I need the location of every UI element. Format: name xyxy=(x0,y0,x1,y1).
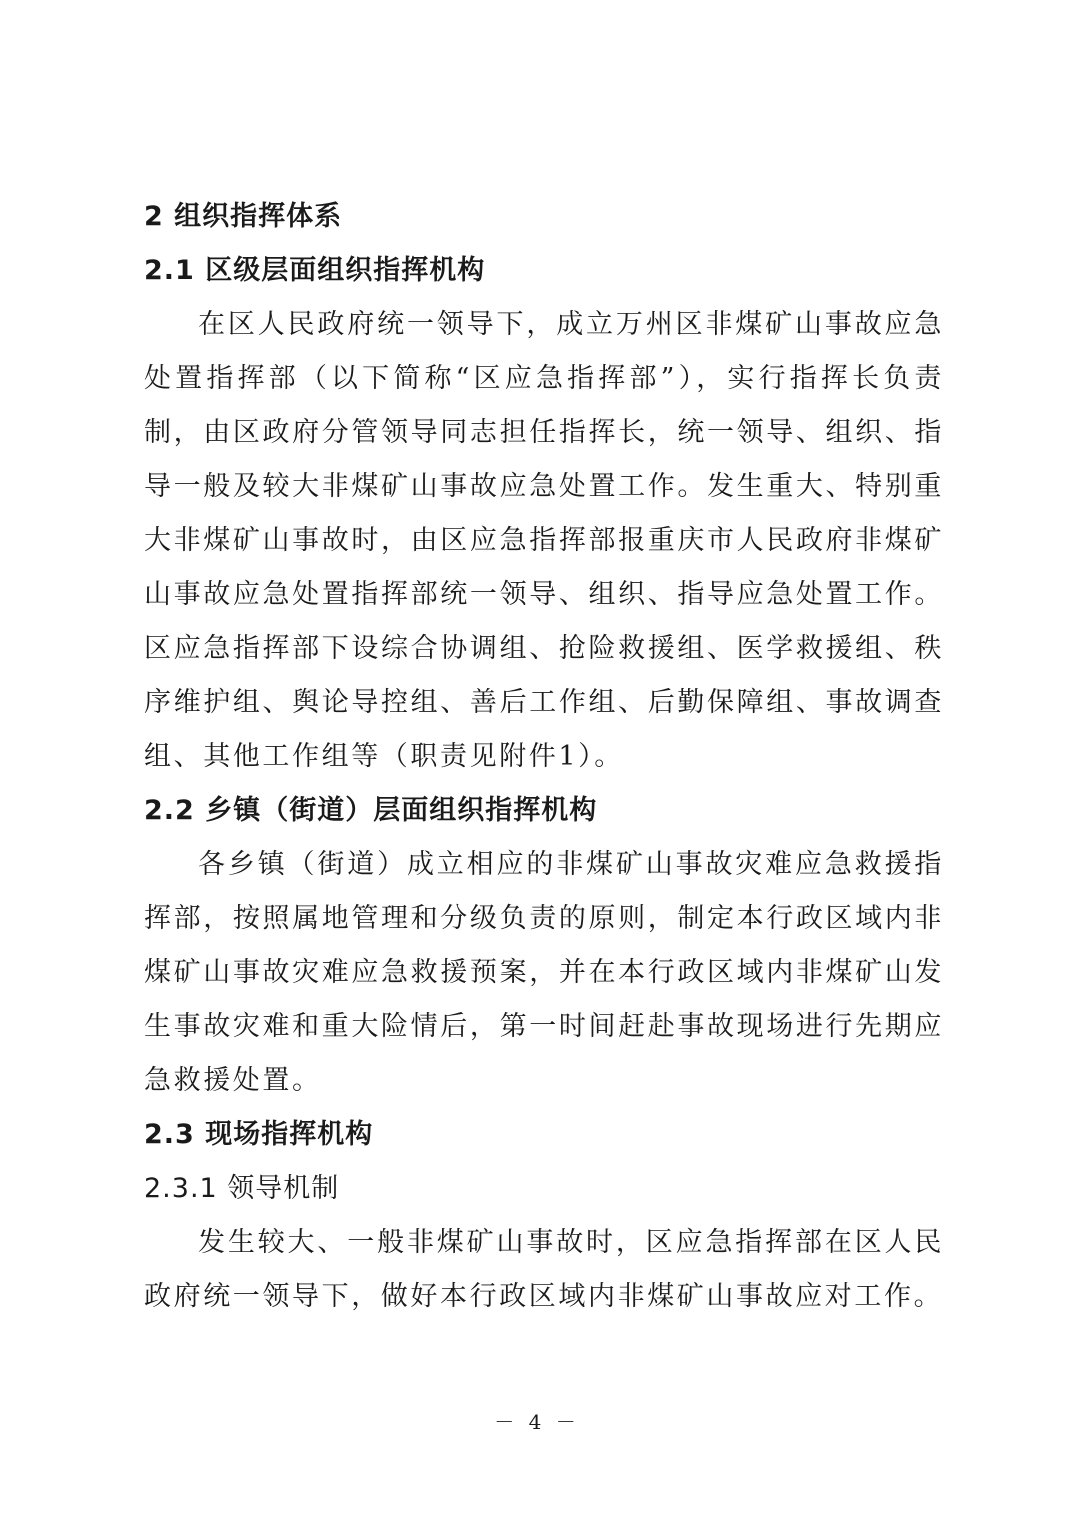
section-2-1-body: 在区人民政府统一领导下，成立万州区非煤矿山事故应急处置指挥部（以下简称“区应急指挥部”），实行指挥长负责制，由区政府分管领导同志担任指挥长，统一领导、组织、指导一般及较大非煤矿山事故应急处置工作。发生重大、特别重大非煤矿山事故时，由区应急指挥部报重庆市人民政府非煤矿山事故应急处置指挥部统一领导、组织、指导应急处置工作。区应急指挥部下设综合协调组、抢险救援组、医学救援组、秩序维护组、舆论导控组、善后工作组、后勤保障组、事故调查组、其他工作组等（职责见附件1）。 xyxy=(144,309,944,772)
section-2-3-1-body: 发生较大、一般非煤矿山事故时，区应急指挥部在区人民政府统一领导下，做好本行政区域内非煤矿山事故应对工作。 xyxy=(144,1227,944,1312)
section-2-2-body: 各乡镇（街道）成立相应的非煤矿山事故灾难应急救援指挥部，按照属地管理和分级负责的原则，制定本行政区域内非煤矿山事故灾难应急救援预案，并在本行政区域内非煤矿山发生事故灾难和重大险情后，第一时间赶赴事故现场进行先期应急救援处置。 xyxy=(144,849,944,1096)
page-number: － 4 － xyxy=(494,1410,580,1434)
document-page xyxy=(144,190,944,1324)
section-2-3-heading: 2.3 现场指挥机构 xyxy=(144,1119,374,1150)
section-2-1-heading: 2.1 区级层面组织指挥机构 xyxy=(144,255,486,286)
section-2-2-heading: 2.2 乡镇（街道）层面组织指挥机构 xyxy=(144,795,598,826)
chapter-heading: 2 组织指挥体系 xyxy=(144,201,343,232)
section-2-3-1-heading: 2.3.1 领导机制 xyxy=(144,1173,340,1204)
